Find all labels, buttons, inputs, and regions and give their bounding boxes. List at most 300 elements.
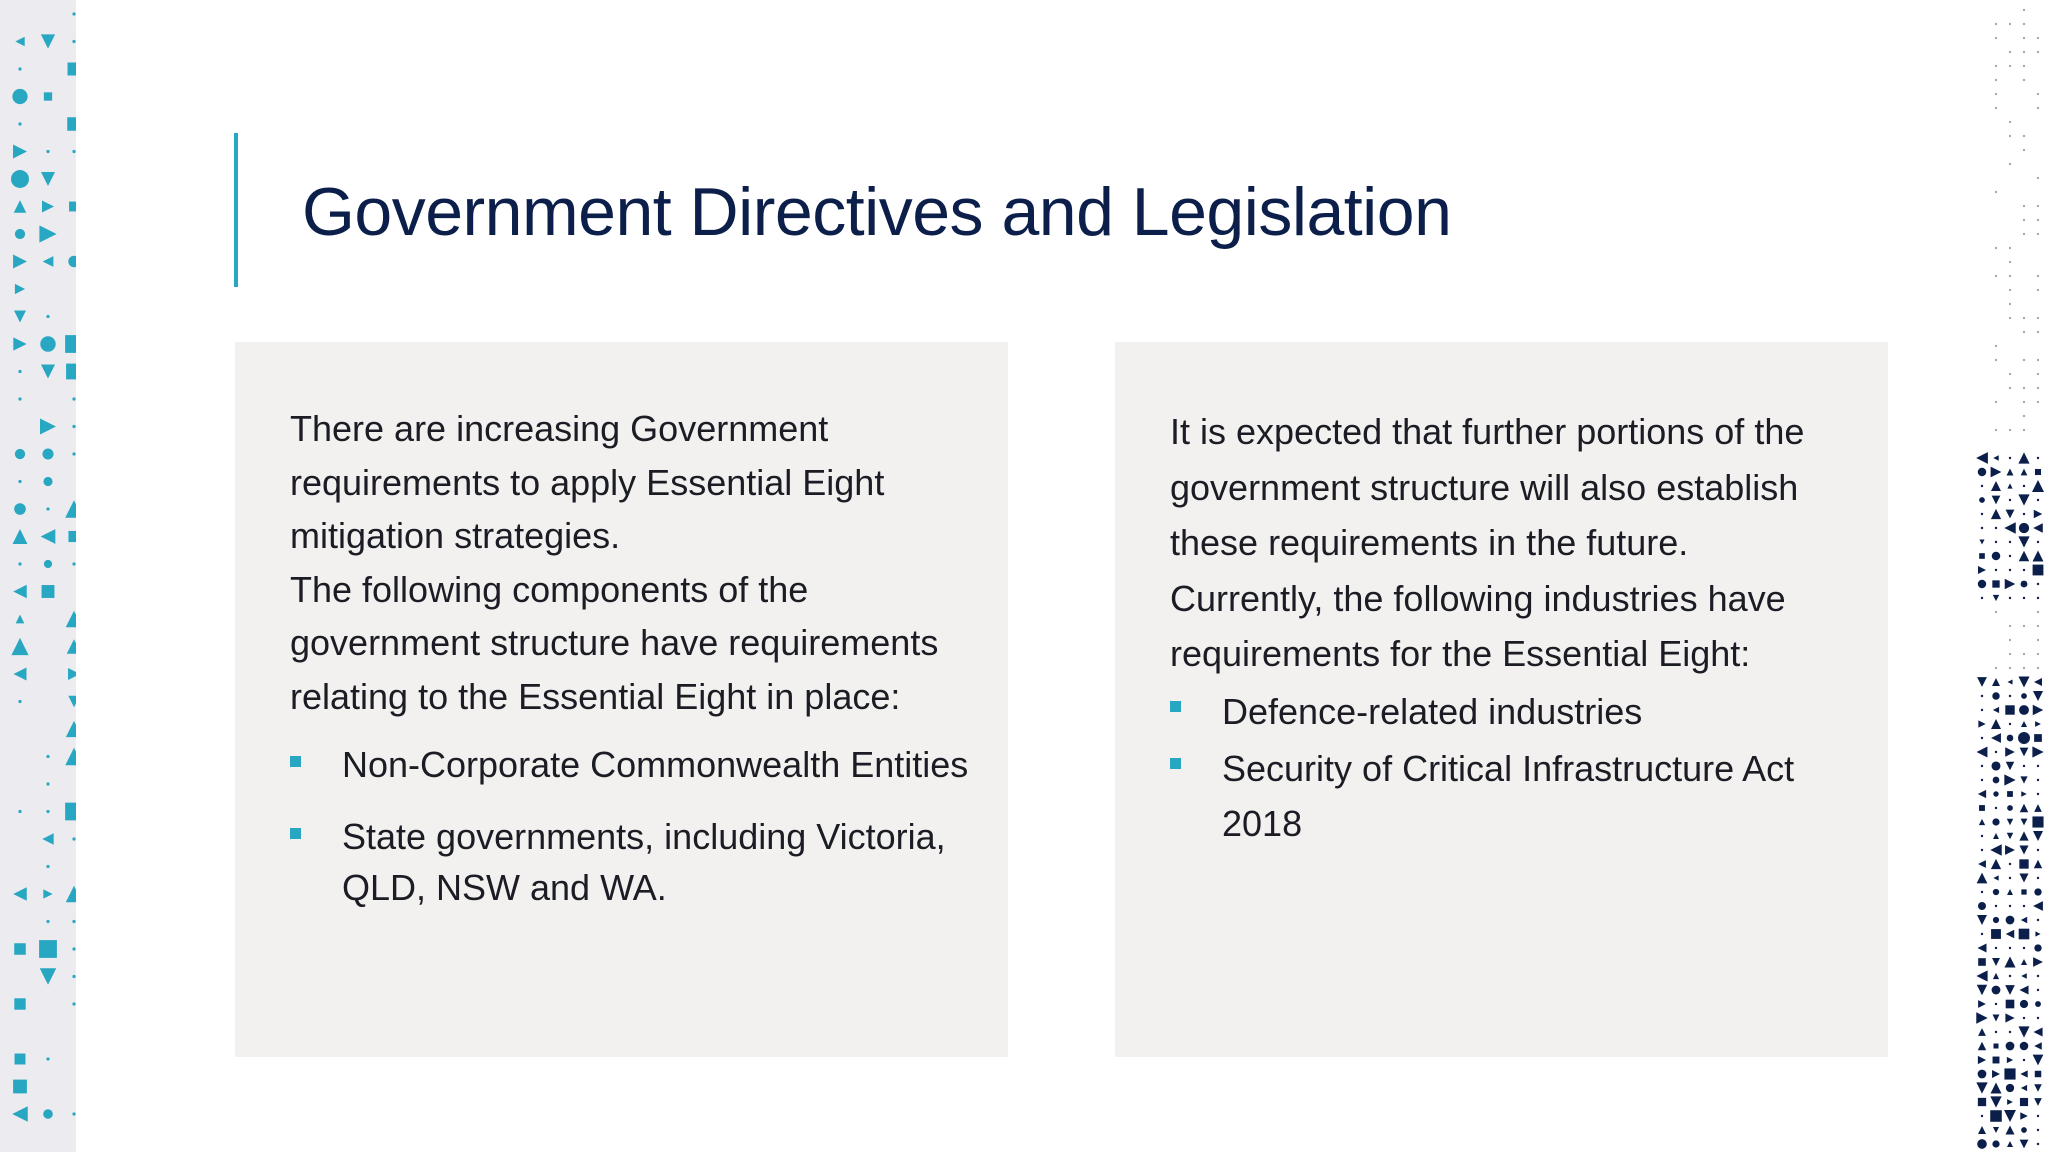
pattern-shape (65, 500, 76, 518)
pattern-shape (2034, 678, 2042, 686)
pattern-shape (2007, 833, 2014, 840)
pattern-shape (1995, 359, 1997, 361)
title-accent-bar (234, 133, 238, 287)
pattern-shape (2021, 889, 2026, 894)
pattern-shape (1981, 485, 1983, 487)
pattern-shape (14, 503, 26, 515)
pattern-shape (2037, 317, 2039, 319)
pattern-shape (2035, 1071, 2041, 1077)
slide-title: Government Directives and Legislation (302, 174, 1452, 250)
pattern-shape (2019, 705, 2029, 715)
pattern-shape (2009, 387, 2011, 389)
pattern-shape (2023, 667, 2025, 669)
pattern-shape (1991, 719, 2001, 729)
pattern-shape (1990, 1082, 2001, 1093)
bullet-text: State governments, including Victoria, QLD, NSW and WA. (342, 816, 946, 908)
pattern-shape (1981, 695, 1983, 697)
pattern-shape (2021, 791, 2026, 796)
pattern-shape (1979, 805, 1985, 811)
pattern-shape (2033, 901, 2043, 911)
pattern-shape (1978, 860, 1986, 868)
pattern-shape (1977, 985, 1987, 995)
pattern-shape (2021, 973, 2027, 979)
pattern-shape (2034, 804, 2042, 812)
pattern-shape (2009, 639, 2011, 641)
pattern-shape (1995, 1031, 1997, 1033)
pattern-shape (2037, 275, 2039, 277)
list-item (1170, 741, 1850, 851)
pattern-shape (1993, 1127, 1999, 1133)
pattern-shape (39, 225, 56, 242)
pattern-shape (41, 34, 55, 48)
pattern-shape (1995, 191, 1997, 193)
pattern-shape (2007, 483, 2012, 488)
pattern-shape (16, 615, 25, 624)
pattern-shape (1995, 527, 1997, 529)
pattern-shape (1993, 777, 2000, 784)
pattern-shape (46, 755, 49, 758)
pattern-shape (2037, 205, 2039, 207)
pattern-shape (2023, 401, 2025, 403)
pattern-shape (1995, 1003, 1997, 1005)
pattern-shape (40, 968, 57, 985)
pattern-shape (65, 748, 76, 765)
pattern-shape (2023, 135, 2025, 137)
pattern-shape (1993, 595, 1999, 601)
pattern-shape (1977, 943, 1986, 952)
square-bullet-icon (290, 828, 301, 839)
pattern-shape (12, 1106, 28, 1122)
pattern-shape (1981, 709, 1983, 711)
pattern-shape (2037, 51, 2039, 53)
pattern-shape (66, 364, 76, 380)
pattern-shape (2023, 37, 2025, 39)
pattern-shape (43, 477, 52, 486)
pattern-shape (2037, 289, 2039, 291)
pattern-shape (2023, 513, 2025, 515)
pattern-shape (2019, 873, 2028, 882)
pattern-shape (1995, 65, 1997, 67)
pattern-shape (2023, 219, 2025, 221)
pattern-shape (2023, 625, 2025, 627)
pattern-shape (2018, 676, 2029, 687)
pattern-shape (46, 507, 49, 510)
pattern-shape (2035, 469, 2041, 475)
pattern-shape (1979, 553, 1985, 559)
pattern-shape (2007, 889, 2013, 895)
pattern-shape (1991, 761, 2000, 770)
pattern-shape (1995, 107, 1997, 109)
pattern-shape (2009, 863, 2011, 865)
square-bullet-icon (290, 756, 301, 767)
pattern-shape (42, 200, 54, 212)
pattern-shape (44, 560, 52, 568)
pattern-shape (1995, 947, 1997, 949)
pattern-shape (2009, 121, 2011, 123)
pattern-shape (2004, 1068, 2015, 1079)
pattern-shape (2032, 816, 2043, 827)
pattern-shape (2023, 653, 2025, 655)
pattern-shape (1979, 819, 1985, 825)
pattern-shape (13, 529, 28, 544)
pattern-shape (2006, 1042, 2015, 1051)
pattern-shape (72, 452, 75, 455)
pattern-shape (2007, 1141, 2013, 1147)
pattern-shape (2034, 860, 2042, 868)
pattern-shape (2020, 748, 2029, 757)
pattern-shape (1995, 905, 1997, 907)
pattern-shape (1995, 429, 1997, 431)
pattern-shape (1981, 933, 1983, 935)
pattern-shape (2023, 23, 2025, 25)
pattern-shape (1993, 917, 1999, 923)
pattern-shape (1995, 79, 1997, 81)
pattern-shape (72, 1112, 75, 1115)
pattern-shape (2009, 723, 2011, 725)
pattern-shape (2009, 51, 2011, 53)
pattern-shape (1992, 692, 1999, 699)
pattern-shape (2037, 387, 2039, 389)
right-bullet-list (1170, 684, 1850, 851)
pattern-shape (43, 256, 54, 267)
pattern-shape (2023, 317, 2025, 319)
pattern-shape (18, 562, 21, 565)
pattern-shape (2019, 551, 2030, 562)
pattern-shape (72, 975, 75, 978)
pattern-shape (2006, 916, 2015, 925)
pattern-shape (2037, 37, 2039, 39)
right-paragraph: It is expected that further portions of the government structure will also establish these requirements in the future. (1170, 411, 1805, 563)
pattern-shape (1993, 1015, 2000, 1022)
pattern-shape (15, 449, 25, 459)
pattern-shape (1979, 539, 1984, 544)
pattern-shape (1992, 986, 2001, 995)
pattern-shape (2009, 457, 2011, 459)
pattern-shape (2018, 536, 2029, 547)
pattern-shape (2018, 494, 2029, 505)
pattern-shape (66, 721, 76, 737)
pattern-shape (2006, 1084, 2014, 1092)
pattern-shape (11, 170, 29, 188)
pattern-shape (72, 40, 75, 43)
pattern-shape (2023, 485, 2025, 487)
pattern-shape (1992, 818, 1999, 825)
pattern-shape (2009, 23, 2011, 25)
pattern-shape (1978, 1126, 1986, 1134)
pattern-shape (14, 311, 26, 323)
pattern-shape (2009, 247, 2011, 249)
pattern-shape (2020, 1112, 2027, 1119)
pattern-shape (2037, 625, 2039, 627)
pattern-shape (2037, 583, 2039, 585)
pattern-shape (2034, 1098, 2042, 1106)
pattern-shape (2009, 261, 2011, 263)
pattern-shape (46, 920, 49, 923)
pattern-shape (1995, 401, 1997, 403)
pattern-shape (68, 256, 76, 267)
pattern-shape (2037, 1017, 2039, 1019)
pattern-shape (18, 810, 21, 813)
pattern-shape (46, 315, 49, 318)
pattern-shape (42, 448, 53, 459)
pattern-shape (1995, 37, 1997, 39)
pattern-shape (2023, 429, 2025, 431)
pattern-shape (2023, 1059, 2025, 1061)
pattern-shape (46, 810, 49, 813)
pattern-shape (2009, 429, 2011, 431)
pattern-shape (2037, 877, 2039, 879)
list-item (1170, 684, 1850, 739)
pattern-shape (2020, 1140, 2029, 1149)
pattern-shape (18, 67, 21, 70)
pattern-shape (2020, 776, 2027, 783)
pattern-shape (1995, 275, 1997, 277)
pattern-shape (1978, 566, 1986, 574)
pattern-shape (2037, 793, 2039, 795)
pattern-shape (2023, 331, 2025, 333)
pattern-shape (1992, 580, 1999, 587)
pattern-shape (2007, 819, 2013, 825)
pattern-shape (1995, 93, 1997, 95)
pattern-shape (2023, 947, 2025, 949)
pattern-shape (1990, 844, 2001, 855)
pattern-shape (2037, 1115, 2039, 1117)
pattern-shape (41, 364, 55, 378)
pattern-shape (2005, 579, 2016, 590)
pattern-shape (68, 531, 76, 542)
pattern-shape (1991, 509, 2001, 519)
pattern-shape (2032, 746, 2043, 757)
pattern-shape (1991, 859, 2001, 869)
pattern-shape (2018, 732, 2030, 744)
pattern-shape (46, 865, 49, 868)
pattern-shape (2035, 931, 2040, 936)
pattern-shape (2006, 1126, 2015, 1135)
pattern-shape (2020, 804, 2028, 812)
pattern-shape (2009, 65, 2011, 67)
pattern-shape (2009, 667, 2011, 669)
pattern-shape (2023, 765, 2025, 767)
pattern-shape (46, 782, 49, 785)
pattern-shape (2009, 975, 2011, 977)
pattern-shape (2034, 944, 2041, 951)
pattern-shape (1995, 569, 1997, 571)
pattern-shape (1978, 468, 1986, 476)
pattern-shape (2007, 735, 2014, 742)
left-paragraph: The following components of the government structure have requirements relating to the Essential Eight in place: (290, 568, 939, 717)
pattern-shape (2034, 1084, 2042, 1092)
list-item (290, 811, 970, 913)
pattern-shape (66, 886, 76, 902)
pattern-shape (2019, 859, 2028, 868)
pattern-shape (1981, 849, 1983, 851)
pattern-shape (2023, 597, 2025, 599)
pattern-shape (2021, 959, 2027, 965)
pattern-shape (2006, 762, 2014, 770)
pattern-shape (13, 144, 27, 158)
pattern-shape (2023, 233, 2025, 235)
pattern-shape (2023, 79, 2025, 81)
pattern-shape (1993, 875, 1998, 880)
pattern-shape (2037, 667, 2039, 669)
pattern-shape (2023, 149, 2025, 151)
pattern-shape (72, 920, 75, 923)
pattern-shape (2037, 93, 2039, 95)
pattern-shape (2037, 765, 2039, 767)
pattern-shape (2007, 805, 2013, 811)
dot-matrix-pattern-icon (1968, 0, 2048, 1152)
pattern-shape (1978, 1070, 1987, 1079)
pattern-shape (2023, 569, 2025, 571)
pattern-shape (1976, 452, 1988, 464)
pattern-shape (2021, 581, 2028, 588)
pattern-shape (2023, 415, 2025, 417)
pattern-shape (68, 696, 76, 707)
pattern-shape (1991, 467, 2002, 478)
pattern-shape (2023, 905, 2025, 907)
pattern-shape (2037, 401, 2039, 403)
pattern-shape (1995, 345, 1997, 347)
pattern-shape (2033, 565, 2044, 576)
pattern-shape (1992, 1140, 1999, 1147)
pattern-shape (1976, 1082, 1987, 1093)
left-content-panel (235, 342, 1008, 1057)
pattern-shape (2019, 523, 2029, 533)
pattern-shape (1992, 1070, 2000, 1078)
pattern-shape (1981, 1115, 1983, 1117)
pattern-shape (1991, 481, 2001, 491)
pattern-shape (2037, 849, 2039, 851)
left-panel-text (290, 402, 970, 934)
pattern-shape (1992, 678, 2000, 686)
pattern-shape (39, 940, 57, 958)
pattern-shape (13, 337, 26, 350)
pattern-shape (72, 397, 75, 400)
pattern-shape (15, 229, 25, 239)
pattern-shape (14, 200, 26, 212)
pattern-shape (2006, 1000, 2015, 1009)
pattern-shape (2033, 705, 2044, 716)
pattern-shape (43, 1109, 53, 1119)
pattern-shape (2037, 639, 2039, 641)
pattern-shape (1978, 1098, 1986, 1106)
pattern-shape (2009, 597, 2011, 599)
pattern-shape (1978, 902, 1986, 910)
pattern-shape (1995, 807, 1997, 809)
pattern-shape (41, 172, 55, 186)
pattern-shape (12, 89, 27, 104)
pattern-shape (1981, 765, 1983, 767)
pattern-shape (2007, 1057, 2013, 1063)
pattern-shape (2037, 373, 2039, 375)
pattern-shape (1990, 1096, 2001, 1107)
pattern-shape (2033, 957, 2043, 967)
pattern-shape (14, 943, 26, 955)
pattern-shape (2018, 1026, 2029, 1037)
pattern-shape (2037, 611, 2039, 613)
pattern-shape (72, 1002, 75, 1005)
pattern-shape (1992, 958, 2000, 966)
pattern-shape (1993, 833, 1999, 839)
pattern-shape (18, 480, 21, 483)
pattern-shape (1995, 667, 1997, 669)
pattern-shape (72, 425, 75, 428)
pattern-shape (1995, 247, 1997, 249)
pattern-shape (1993, 1043, 1998, 1048)
pattern-shape (2033, 551, 2044, 562)
pattern-shape (1981, 779, 1983, 781)
pattern-shape (68, 668, 76, 680)
pattern-shape (2037, 779, 2039, 781)
pattern-shape (2023, 1017, 2025, 1019)
pattern-shape (2021, 917, 2027, 923)
pattern-shape (2009, 135, 2011, 137)
pattern-shape (44, 92, 52, 100)
pattern-shape (1978, 1028, 1986, 1036)
right-content-panel (1115, 342, 1888, 1057)
pattern-shape (66, 611, 76, 628)
pattern-shape (1981, 891, 1983, 893)
pattern-shape (2037, 597, 2039, 599)
pattern-shape (2006, 510, 2015, 519)
pattern-shape (69, 202, 76, 212)
pattern-shape (2005, 747, 2015, 757)
pattern-shape (2009, 373, 2011, 375)
pattern-shape (2004, 774, 2015, 785)
square-bullet-icon (1170, 701, 1181, 712)
pattern-shape (2037, 107, 2039, 109)
pattern-shape (2009, 541, 2011, 543)
pattern-shape (1979, 497, 1985, 503)
right-panel-text (1170, 404, 1850, 853)
pattern-shape (2023, 359, 2025, 361)
pattern-shape (2035, 1001, 2041, 1007)
pattern-shape (2021, 721, 2027, 727)
pattern-shape (1978, 790, 1986, 798)
pattern-shape (2020, 1042, 2029, 1051)
pattern-shape (2021, 1085, 2027, 1091)
pattern-shape (2019, 845, 2028, 854)
pattern-shape (2005, 845, 2015, 855)
pattern-shape (1990, 1110, 2002, 1122)
pattern-shape (1977, 873, 1988, 884)
pattern-shape (18, 700, 21, 703)
pattern-shape (2005, 985, 2015, 995)
pattern-shape (2037, 989, 2039, 991)
pattern-shape (2009, 625, 2011, 627)
pattern-shape (2037, 541, 2039, 543)
pattern-shape (2037, 177, 2039, 179)
list-item (290, 739, 970, 790)
pattern-shape (1977, 677, 1987, 687)
pattern-shape (2037, 1129, 2039, 1131)
pattern-shape (1991, 733, 2001, 743)
pattern-shape (2007, 679, 2012, 684)
pattern-shape (2033, 691, 2043, 701)
pattern-shape (2033, 523, 2043, 533)
pattern-shape (72, 562, 75, 565)
pattern-shape (42, 833, 53, 844)
pattern-shape (41, 529, 56, 544)
pattern-shape (14, 668, 27, 681)
pattern-shape (2020, 1098, 2028, 1106)
pattern-shape (1977, 1139, 1987, 1149)
pattern-shape (2009, 569, 2011, 571)
pattern-shape (2037, 1143, 2039, 1145)
pattern-shape (15, 37, 24, 46)
pattern-shape (13, 1080, 27, 1094)
pattern-shape (2037, 457, 2039, 459)
